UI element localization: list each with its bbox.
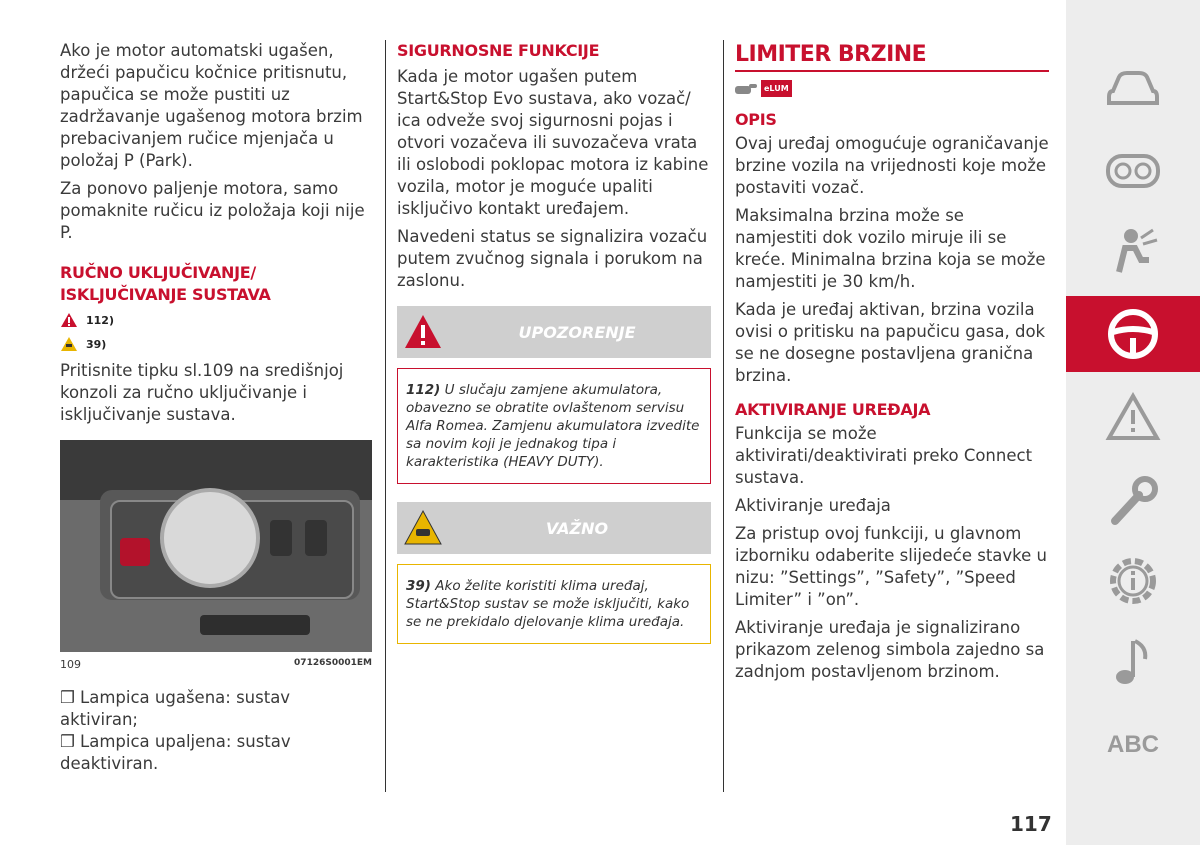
stop-start-button[interactable] [120,538,150,566]
section-heading: AKTIVIRANJE UREĐAJA [735,400,931,419]
steering-wheel-icon[interactable] [1066,296,1200,372]
music-note-icon[interactable] [1066,626,1200,696]
airbag-person-icon[interactable] [1066,216,1200,286]
elum-badge: eLUM [761,80,792,97]
figure-code: 07126S0001EM [294,658,372,668]
note-reference: 39) [60,336,370,352]
bullet-item: ❒ Lampica upaljena: sustav deaktiviran. [60,732,291,773]
paragraph: Kada je uređaj aktivan, brzina vozila ovisi o pritisku na papučicu gasa, dok se ne dosegne postavljena granična brzina. [735,300,1046,385]
chapter-title: LIMITER BRZINE [735,42,927,67]
hand-pointer-icon [735,82,757,96]
checkbox-icon: ❒ [60,732,81,751]
page-number: 117 [1010,812,1052,836]
section-heading: RUČNO UKLJUČIVANJE/ ISKLJUČIVANJE SUSTAVA [60,263,271,304]
chapter-sidebar [1066,0,1200,845]
bullet-item: ❒ Lampica ugašena: sustav aktiviran; [60,688,291,729]
column-3 [735,40,1049,689]
warning-icon [403,312,443,352]
section-heading: SIGURNOSNE FUNKCIJE [397,41,600,60]
paragraph: Aktiviranje uređaja je signalizirano prikazom zelenog simbola zajedno sa zadnjom postavljenom brzinom. [735,618,1045,681]
warning-box: 112) U slučaju zamjene akumulatora, obavezno se obratite ovlaštenom servisu Alfa Romea. Zamjenu akumulatora izvedite sa novim koji je jednakog tipa i karakteristika (HEAVY DUTY). [397,368,711,484]
warning-icon [60,312,78,328]
warning-triangle-icon[interactable] [1066,382,1200,452]
light-dial [160,488,260,588]
warning-reference: 112) [60,312,370,328]
paragraph: Navedeni status se signalizira vozaču putem zvučnog signala i porukom na zaslonu. [397,227,708,290]
elum-badge-row [735,80,1049,97]
wrench-icon[interactable] [1066,466,1200,536]
note-box: 39) Ako želite koristiti klima uređaj, Start&Stop sustav se može isključiti, kako se ne prekidalo djelovanje klima uređaja. [397,564,711,644]
column-1 [60,40,370,781]
paragraph: Za ponovo paljenje motora, samo pomaknite ručicu iz položaja koji nije P. [60,179,365,242]
section-heading: OPIS [735,110,777,129]
column-2 [397,40,711,644]
paragraph: Funkcija se može aktivirati/deaktivirati preko Connect sustava. [735,424,1033,487]
checkbox-icon: ❒ [60,688,81,707]
paragraph: Za pristup ovoj funkciji, u glavnom izborniku odaberite slijedeće stavke u nizu: ”Settings”, ”Safety”, ”Speed Limiter” i ”on”. [735,524,1047,609]
dashboard-icon[interactable] [1066,136,1200,206]
figure-number: 109 [60,658,81,671]
paragraph: Aktiviranje uređaja [735,496,891,515]
figure-109 [60,440,372,652]
paragraph: Kada je motor ugašen putem Start&Stop Evo sustava, ako vozač/ ica odveže svoj sigurnosni pojas i otvori vozačeva ili suvozačeva vrata ili oslobodi poklopac motora iz kabine vozila, motor je moguće upaliti isključivo kontakt uređajem. [397,67,709,218]
caution-car-icon [403,508,443,548]
paragraph: Maksimalna brzina može se namjestiti dok vozilo miruje ili se kreće. Minimalna brzina koja se može namjestiti je 30 km/h. [735,206,1046,291]
column-divider [385,40,386,792]
paragraph: Pritisnite tipku sl.109 na središnjoj konzoli za ručno uključivanje i isključivanje sustava. [60,361,344,424]
warning-header: UPOZORENJE [397,306,711,358]
note-header: VAŽNO [397,502,711,554]
abc-index-label[interactable]: ABC [1107,731,1159,758]
caution-car-icon [60,336,78,352]
info-gear-icon[interactable] [1066,546,1200,616]
paragraph: Ako je motor automatski ugašen, držeći papučicu kočnice pritisnutu, papučica se može pustiti uz zadržavanje ugašenog motora brzim prebacivanjem ručice mjenjača u položaj P (Park). [60,41,363,170]
column-divider [723,40,724,792]
paragraph: Ovaj uređaj omogućuje ograničavanje brzine vozila na vrijednosti koje može postaviti vozač. [735,134,1049,197]
figure-caption [60,658,372,671]
car-icon[interactable] [1066,52,1200,122]
